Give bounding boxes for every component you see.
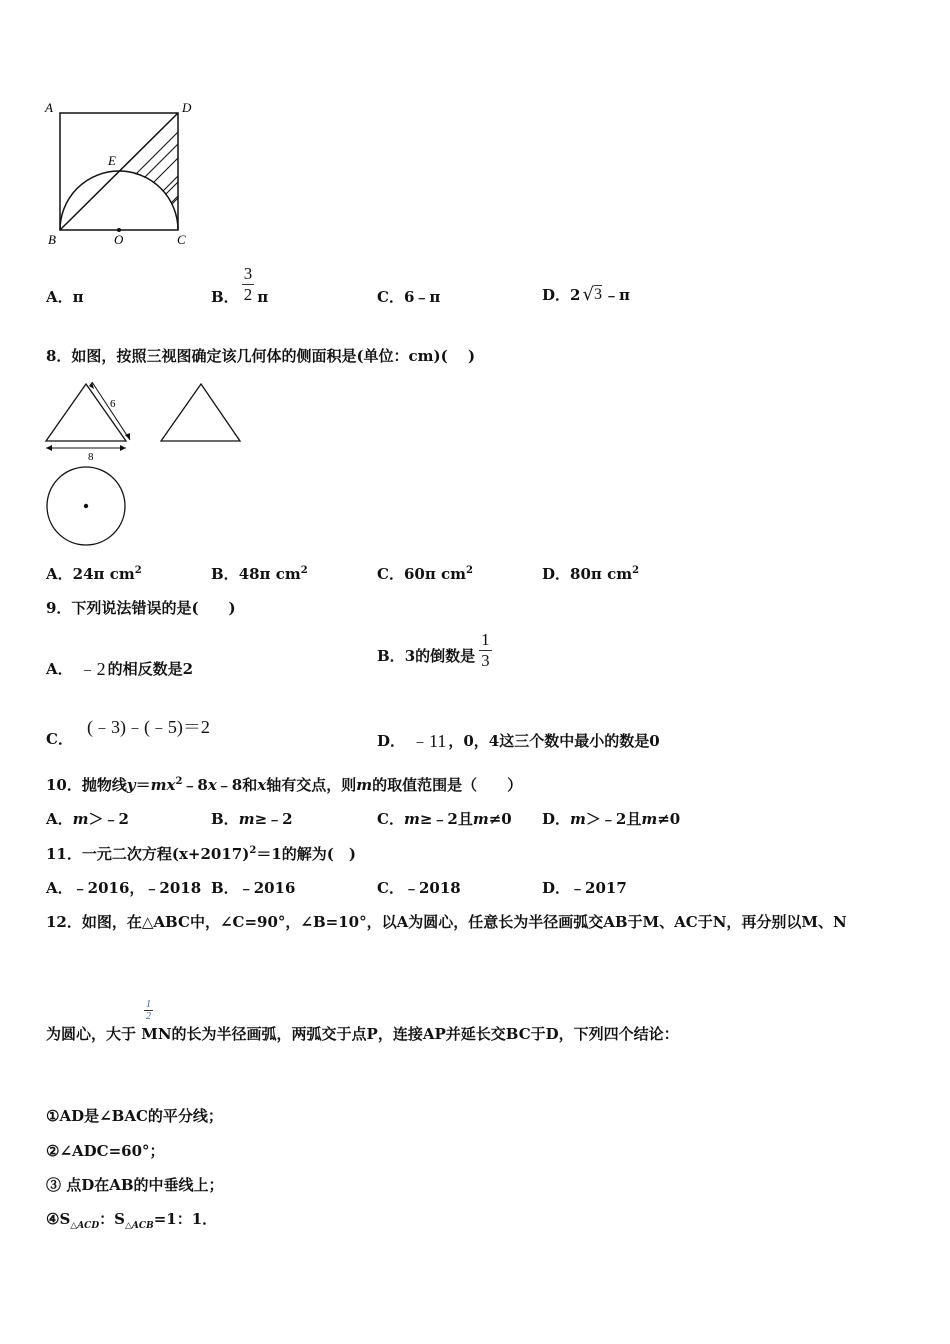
q11-option-a: A．﹣2016，﹣2018 bbox=[46, 879, 202, 897]
q8-three-views bbox=[40, 378, 250, 548]
q7-option-b: B． $\frac{3}{2}$ π bbox=[211, 264, 269, 306]
q8-option-d: D．80π $cm^2$ bbox=[542, 565, 640, 583]
q12-conclusion-3: ③ 点D在AB的中垂线上； bbox=[46, 1176, 224, 1194]
q9-stem: 9．下列说法错误的是( ) bbox=[46, 599, 236, 617]
q11-option-c: C．﹣2018 bbox=[377, 879, 461, 897]
q10-option-d: D．m＞﹣2且m≠0 bbox=[542, 810, 681, 828]
q10-option-b: B．m≥﹣2 bbox=[211, 810, 293, 828]
q7-figure bbox=[40, 98, 205, 250]
q8-option-b: B．48π $cm^2$ bbox=[211, 565, 308, 583]
q12-conclusion-2: ②∠ADC=60°； bbox=[46, 1142, 165, 1160]
q10-option-c: C．m≥﹣2且m≠0 bbox=[377, 810, 512, 828]
label-b: B bbox=[48, 232, 56, 247]
sqrt-icon: √ bbox=[582, 284, 594, 305]
label-c: C bbox=[177, 232, 186, 247]
label-d: D bbox=[182, 100, 192, 115]
label-a: A bbox=[45, 100, 53, 115]
base-label: 8 bbox=[88, 451, 94, 463]
q9-option-a: A． ﹣2 的相反数是2 bbox=[46, 659, 194, 679]
q7-option-c: C．6﹣π bbox=[377, 288, 441, 306]
slant-label: 6 bbox=[110, 398, 116, 410]
q8-option-c: C．60π $cm^2$ bbox=[377, 565, 474, 583]
q9-option-c: C． (﹣3)﹣(﹣5)＝2 bbox=[46, 717, 210, 748]
q10-stem: 10．抛物线$y=mx^2﹣8x﹣8$和x轴有交点，则m的取值范围是（ ） bbox=[46, 776, 523, 794]
label-e: E bbox=[108, 153, 116, 168]
q12-conclusion-1: ①AD是∠BAC的平分线； bbox=[46, 1107, 223, 1125]
q8-stem: 8．如图，按照三视图确定该几何体的侧面积是(单位：cm)( ) bbox=[46, 347, 476, 365]
q12-line2: 为圆心，大于 MN的长为半径画弧，两弧交于点P，连接AP并延长交BC于D，下列四个结论： bbox=[46, 1025, 679, 1043]
q12-conclusion-4: $④S_{\triangle ACD}$：$S_{\triangle ACB}=1$：1． bbox=[46, 1210, 218, 1231]
q7-option-d: D． 2 √ 3 ﹣π bbox=[542, 284, 630, 305]
q10-option-a: A．m＞﹣2 bbox=[46, 810, 129, 828]
q12-line1: 12．如图，在△ABC中，∠C=90°，∠B=10°，以A为圆心，任意长为半径画弧交AB于M、AC于N，再分别以M、N bbox=[46, 913, 847, 931]
q11-option-b: B．﹣2016 bbox=[211, 879, 296, 897]
q11-stem: 11．一元二次方程$(x+2017)^2=1$的解为( ) bbox=[46, 845, 356, 863]
q8-option-a: A．24π $cm^2$ bbox=[46, 565, 142, 583]
label-o: O bbox=[114, 232, 124, 247]
q11-option-d: D．﹣2017 bbox=[542, 879, 627, 897]
q7-option-a: A．π bbox=[46, 288, 84, 306]
q9-option-d: D． ﹣11 ，0，4这三个数中最小的数是0 bbox=[377, 731, 660, 751]
q12-half-fraction: $\frac{1}{2}$ bbox=[146, 999, 151, 1022]
fraction: $\frac{1}{3}$ bbox=[481, 630, 490, 670]
q9-option-b: B． 3的倒数是 $\frac{1}{3}$ bbox=[377, 630, 490, 670]
fraction: $\frac{3}{2}$ bbox=[243, 264, 253, 304]
